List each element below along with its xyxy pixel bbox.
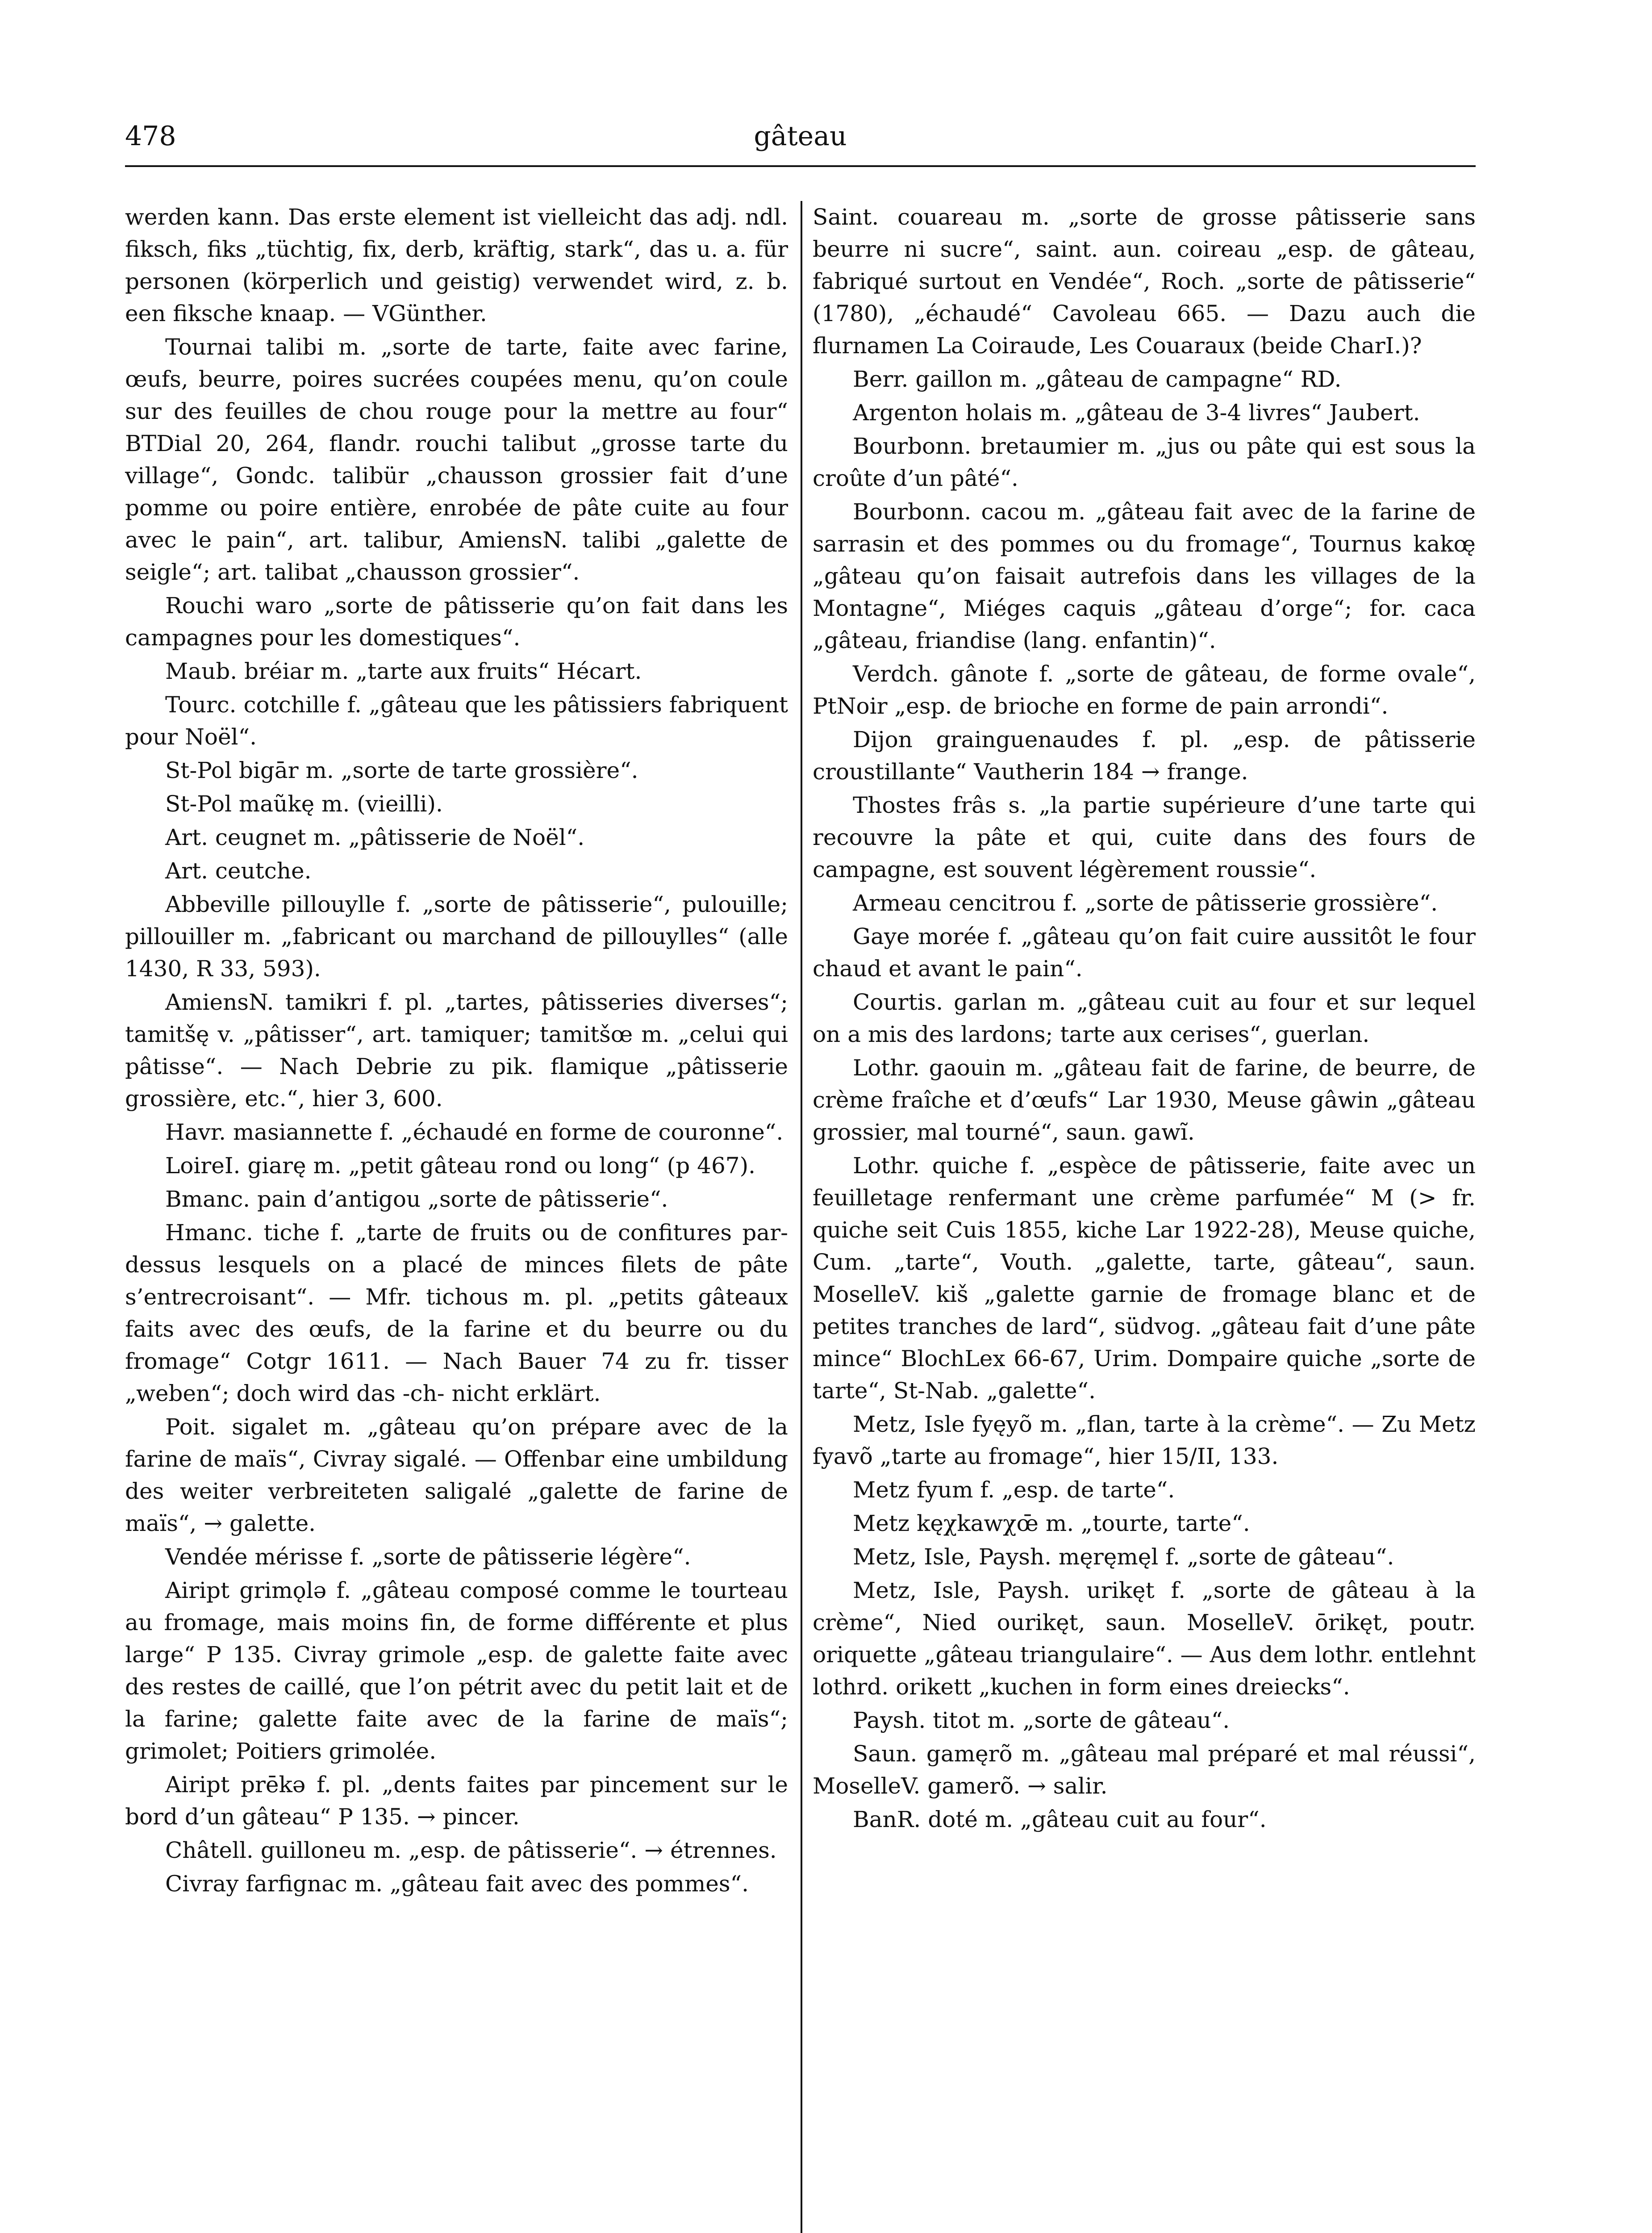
dictionary-entry: Aiript prēkə f. pl. „dents faites par pincement sur le bord d’un gâteau“ P 135. → pincer. [125, 1772, 788, 1830]
dictionary-entry: Havr. masiannette f. „échaudé en forme de couronne“. [165, 1119, 784, 1145]
header-rule [125, 165, 1476, 167]
dictionary-entry: Châtell. guilloneu m. „esp. de pâtisserie“. → étrennes. [165, 1837, 777, 1863]
dictionary-entry: Aiript grimǫlə f. „gâteau composé comme le tourteau au fromage, mais moins fin, de forme différente et plus large“ P 135. Civray grimole „esp. de galette faite avec des restes de caillé, que l’on pétrit avec du petit lait et de la farine; galette faite avec de la farine de maïs“; grimolet; Poitiers grimolée. [125, 1577, 788, 1764]
dictionary-entry: Art. ceugnet m. „pâtisserie de Noël“. [165, 824, 585, 850]
page-number: 478 [125, 121, 176, 152]
dictionary-entry: Courtis. garlan m. „gâteau cuit au four et sur lequel on a mis des lardons; tarte aux cerises“, guerlan. [813, 989, 1476, 1047]
dictionary-entry: Civray farfignac m. „gâteau fait avec des pommes“. [165, 1871, 749, 1897]
dictionary-entry: Lothr. quiche f. „espèce de pâtisserie, faite avec un feuilletage renfermant une crème parfumée“ M (> fr. quiche seit Cuis 1855, kiche Lar 1922-28), Meuse quiche, Cum. „tarte“, Vouth. „galette, tarte, gâteau“, saun. MoselleV. kiš „galette garnie de fromage blanc et de petites tranches de lard“, südvog. „gâteau fait d’une pâte mince“ BlochLex 66-67, Urim. Dompaire quiche „sorte de tarte“, St-Nab. „galette“. [813, 1153, 1476, 1404]
dictionary-entry: Metz, Isle, Paysh. urikęt f. „sorte de gâteau à la crème“, Nied ourikęt, saun. MoselleV. ōrikęt, poutr. oriquette „gâteau triangulaire“. — Aus dem lothr. entlehnt lothrd. orikett „kuchen in form eines dreiecks“. [813, 1577, 1476, 1700]
dictionary-entry: Thostes frâs s. „la partie supérieure d’une tarte qui recouvre la pâte et qui, cuite dans des fours de campagne, est souvent légèrement roussie“. [813, 792, 1476, 882]
dictionary-entry: Verdch. gânote f. „sorte de gâteau, de forme ovale“, PtNoir „esp. de brioche en forme de pain arrondi“. [813, 661, 1476, 719]
dictionary-entry: Bourbonn. cacou m. „gâteau fait avec de la farine de sarrasin et des pommes ou du fromage“, Tournus kakœ̨ „gâteau qu’on faisait autrefois dans les villages de la Montagne“, Miéges caquis „gâteau d’orge“; for. caca „gâteau, friandise (lang. enfantin)“. [813, 499, 1476, 653]
dictionary-entry: Metz, Isle, Paysh. męręmęl f. „sorte de gâteau“. [853, 1544, 1394, 1570]
dictionary-entry: Saint. couareau m. „sorte de grosse pâtisserie sans beurre ni sucre“, saint. aun. coireau „esp. de gâteau, fabriqué surtout en Vendée“, Roch. „sorte de pâtisserie“ (1780), „échaudé“ Cavoleau 665. — Dazu auch die flurnamen La Coiraude, Les Couaraux (beide CharI.)? [813, 204, 1476, 359]
page-header [125, 107, 1476, 161]
dictionary-entry: Art. ceutche. [165, 858, 312, 884]
running-head: gâteau [754, 121, 847, 152]
dictionary-entry: Bmanc. pain d’antigou „sorte de pâtisserie“. [165, 1186, 668, 1212]
dictionary-entry: AmiensN. tamikri f. pl. „tartes, pâtisseries diverses“; tamitšę v. „pâtisser“, art. tamiquer; tamitšœ m. „celui qui pâtisse“. — Nach Debrie zu pik. flamique „pâtisserie grossière, etc.“, hier 3, 600. [125, 989, 788, 1112]
dictionary-entry: BanR. doté m. „gâteau cuit au four“. [853, 1806, 1267, 1832]
dictionary-entry: Bourbonn. bretaumier m. „jus ou pâte qui est sous la croûte d’un pâté“. [813, 433, 1476, 491]
left-column [125, 201, 788, 1901]
dictionary-entry: LoireI. giarę m. „petit gâteau rond ou long“ (p 467). [165, 1153, 755, 1179]
dictionary-entry: Argenton holais m. „gâteau de 3-4 livres“ Jaubert. [853, 400, 1420, 426]
dictionary-entry: Rouchi waro „sorte de pâtisserie qu’on fait dans les campagnes pour les domestiques“. [125, 593, 788, 651]
dictionary-entry: Hmanc. tiche f. „tarte de fruits ou de confitures par-dessus lesquels on a placé de minces filets de pâte s’entrecroisant“. — Mfr. tichous m. pl. „petits gâteaux faits avec des œufs, de la farine et du beurre ou du fromage“ Cotgr 1611. — Nach Bauer 74 zu fr. tisser „weben“; doch wird das -ch- nicht erklärt. [125, 1220, 788, 1406]
dictionary-entry: St-Pol maũkę m. (vieilli). [165, 791, 443, 817]
dictionary-entry: Metz, Isle fyęyõ m. „flan, tarte à la crème“. — Zu Metz fyavõ „tarte au fromage“, hier 15/II, 133. [813, 1411, 1476, 1469]
dictionary-entry: Saun. gamęrõ m. „gâteau mal préparé et mal réussi“, MoselleV. gamerõ. → salir. [813, 1741, 1476, 1799]
dictionary-entry: Vendée mérisse f. „sorte de pâtisserie légère“. [165, 1544, 691, 1570]
dictionary-entry: Tournai talibi m. „sorte de tarte, faite avec farine, œufs, beurre, poires sucrées coupées menu, qu’on coule sur des feuilles de chou rouge pour la mettre au four“ BTDial 20, 264, flandr. rouchi talibut „grosse tarte du village“, Gondc. talibür „chausson grossier fait d’une pomme ou poire entière, enrobée de pâte cuite au four avec le pain“, art. talibur, AmiensN. talibi „galette de seigle“; art. talibat „chausson grossier“. [125, 334, 788, 585]
dictionary-entry: Metz fyum f. „esp. de tarte“. [853, 1477, 1175, 1503]
dictionary-entry: Poit. sigalet m. „gâteau qu’on prépare avec de la farine de maïs“, Civray sigalé. — Offenbar eine umbildung des weiter verbreiteten saligalé „galette de farine de maïs“, → galette. [125, 1414, 788, 1536]
dictionary-entry: werden kann. Das erste element ist vielleicht das adj. ndl. fiksch, fiks „tüchtig, fix, derb, kräftig, stark“, das u. a. für personen (körperlich und geistig) verwendet wird, z. b. een fiksche knaap. — VGünther. [125, 204, 788, 326]
dictionary-entry: Tourc. cotchille f. „gâteau que les pâtissiers fabriquent pour Noël“. [125, 692, 788, 750]
dictionary-entry: Metz kęχkawχœ̄ m. „tourte, tarte“. [853, 1510, 1250, 1536]
dictionary-entry: Maub. bréiar m. „tarte aux fruits“ Hécart. [165, 658, 642, 684]
right-column [813, 201, 1476, 1837]
dictionary-entry: Berr. gaillon m. „gâteau de campagne“ RD. [853, 366, 1342, 392]
dictionary-entry: Paysh. titot m. „sorte de gâteau“. [853, 1707, 1230, 1733]
dictionary-entry: Gaye morée f. „gâteau qu’on fait cuire aussitôt le four chaud et avant le pain“. [813, 924, 1476, 982]
dictionary-entry: Abbeville pillouylle f. „sorte de pâtisserie“, pulouille; pillouiller m. „fabricant ou marchand de pillouylles“ (alle 1430, R 33, 593). [125, 891, 788, 982]
dictionary-entry: Dijon grainguenaudes f. pl. „esp. de pâtisserie croustillante“ Vautherin 184 → frange. [813, 727, 1476, 785]
dictionary-entry: Armeau cencitrou f. „sorte de pâtisserie grossière“. [853, 890, 1438, 916]
column-divider [801, 201, 802, 2233]
dictionary-entry: Lothr. gaouin m. „gâteau fait de farine, de beurre, de crème fraîche et d’œufs“ Lar 1930, Meuse gâwin „gâteau grossier, mal tourné“, saun. gawĩ. [813, 1055, 1476, 1145]
dictionary-entry: St-Pol bigār m. „sorte de tarte grossière“. [165, 757, 638, 783]
